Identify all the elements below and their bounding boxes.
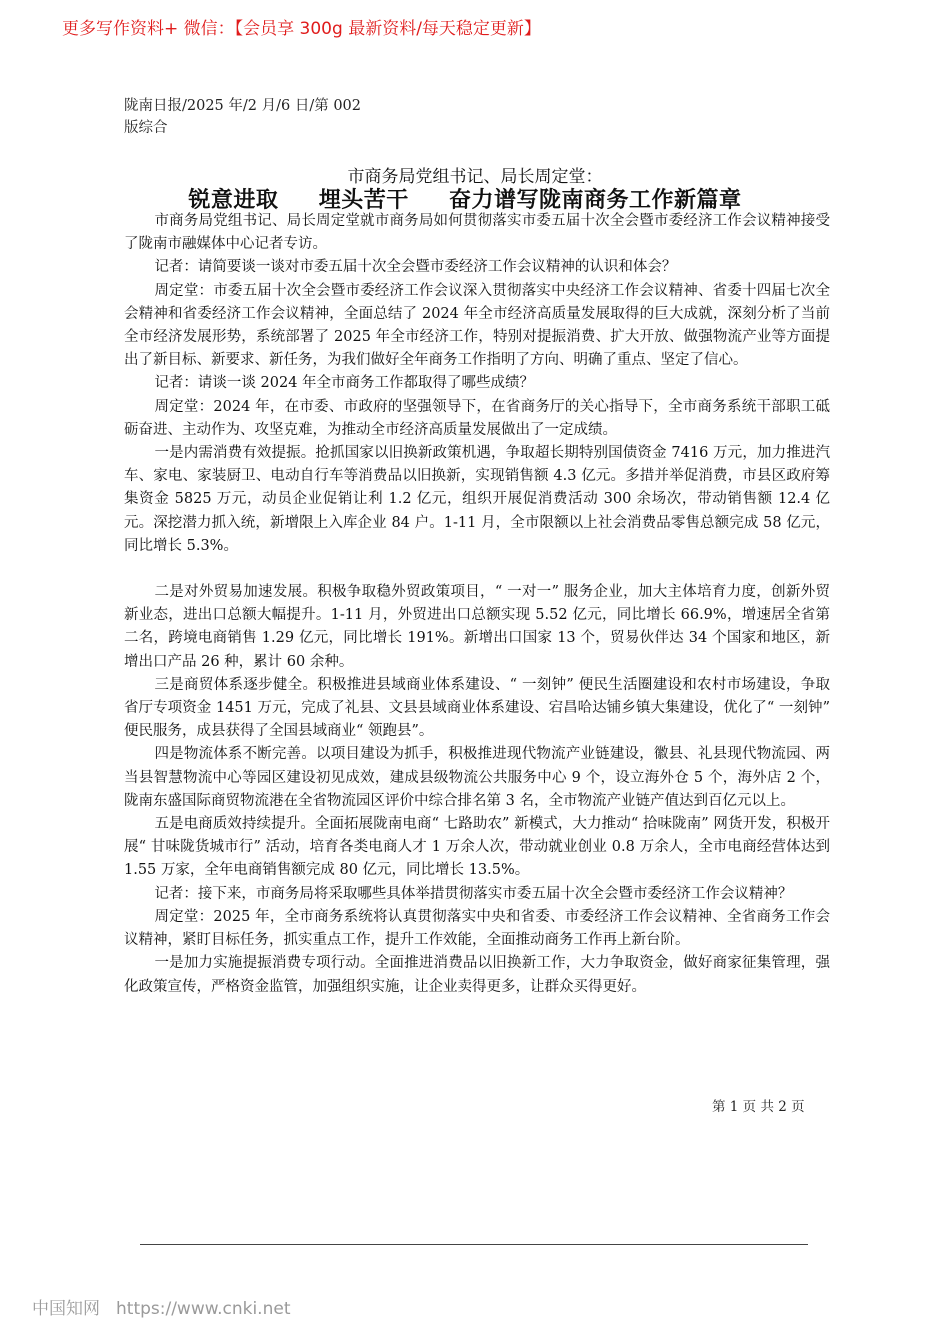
article-body xyxy=(124,210,830,999)
watermark xyxy=(32,1294,290,1319)
paragraph-question-3: 记者：接下来，市商务局将采取哪些具体举措贯彻落实市委五届十次全会暨市委经济工作会议精神？ xyxy=(154,885,793,902)
watermark-brand: 中国知网 xyxy=(32,1299,100,1319)
article-meta xyxy=(124,95,361,139)
paragraph-plan-consumption: 一是加力实施提振消费专项行动。全面推进消费品以旧换新工作，大力争取资金，做好商家征集管理，强化政策宣传，严格资金监管，加强组织实施，让企业卖得更多，让群众买得更好。 xyxy=(124,955,830,995)
footer-divider xyxy=(140,1244,808,1245)
headline-subtitle: 市商务局党组书记、局长周定堂： xyxy=(347,167,603,187)
section-label: 版综合 xyxy=(124,120,168,136)
paragraph-point-logistics: 四是物流体系不断完善。以项目建设为抓手，积极推进现代物流产业链建设，徽县、礼县现代物流园、两当县智慧物流中心等园区建设初见成效，建成县级物流公共服务中心 9 个，设立海外仓 5 个，海外店 2 个，陇南东盛国际商贸物流港在全省物流园区评价中综合排名第 3 名，全市物流产业链产值达到百亿元以上。 xyxy=(124,746,830,809)
paragraph-point-trade: 二是对外贸易加速发展。积极争取稳外贸政策项目，“ 一对一” 服务企业，加大主体培育力度，创新外贸新业态，进出口总额大幅提升。1-11 月，外贸进出口总额实现 5.52 亿元，同比增长 66.9%，增速居全省第二名，跨境电商销售 1.29 亿元，同比增长 191%。新增出口国家 13 个，贸易伙伴达 34 个国家和地区，新增出口产品 26 种，累计 60 余种。 xyxy=(124,584,830,670)
paragraph-point-consumption: 一是内需消费有效提振。抢抓国家以旧换新政策机遇，争取超长期特别国债资金 7416 万元，加力推进汽车、家电、家装厨卫、电动自行车等消费品以旧换新，实现销售额 4.3 亿元。多措并举促消费，市县区政府筹集资金 5825 万元，动员企业促销让利 1.2 亿元，组织开展促消费活动 300 余场次，带动销售额 12.4 亿元。深挖潜力抓入统，新增限上入库企业 84 户。1-11 月，全市限额以上社会消费品零售总额完成 58 亿元，同比增长 5.3%。 xyxy=(124,445,830,554)
paragraph-question-1: 记者：请简要谈一谈对市委五届十次全会暨市委经济工作会议精神的认识和体会？ xyxy=(154,259,677,276)
paragraph-intro: 市商务局党组书记、局长周定堂就市商务局如何贯彻落实市委五届十次全会暨市委经济工作会议精神接受了陇南市融媒体中心记者专访。 xyxy=(124,213,830,253)
watermark-url: https://www.cnki.net xyxy=(116,1299,291,1319)
paragraph-answer-3: 周定堂：2025 年，全市商务系统将认真贯彻落实中央和省委、市委经济工作会议精神、全省商务工作会议精神，紧盯目标任务，抓实重点工作，提升工作效能，全面推动商务工作再上新台阶。 xyxy=(124,908,830,949)
paragraph-answer-2: 周定堂：2024 年，在市委、市政府的坚强领导下，在省商务厅的关心指导下，全市商务系统干部职工砥砺奋进、主动作为、攻坚克难，为推动全市经济高质量发展做出了一定成绩。 xyxy=(124,398,830,438)
paragraph-answer-1: 周定堂：市委五届十次全会暨市委经济工作会议深入贯彻落实中央经济工作会议精神、省委十四届七次全会精神和省委经济工作会议精神，全面总结了 2024 年全市经济高质量发展取得的巨大成就，深刻分析了当前全市经济发展形势，系统部署了 2025 年全市经济工作，特别对提振消费、扩大开放、做强物流产业等方面提出了新目标、新要求、新任务，为我们做好全年商务工作指明了方向、明确了重点、坚定了信心。 xyxy=(124,282,830,369)
paragraph-question-2: 记者：请谈一谈 2024 年全市商务工作都取得了哪些成绩？ xyxy=(154,375,535,392)
page-number: 第 1 页 共 2 页 xyxy=(712,1099,805,1115)
source-line: 陇南日报/2025 年/2 月/6 日/第 002 xyxy=(124,98,362,114)
paragraph-point-commerce: 三是商贸体系逐步健全。积极推进县域商业体系建设、“ 一刻钟” 便民生活圈建设和农村市场建设，争取省厅专项资金 1451 万元，完成了礼县、文县县域商业体系建设、宕昌哈达铺乡镇大集建设，优化了“ 一刻钟” 便民服务，成县获得了全国县域商业“ 领跑县”。 xyxy=(124,676,830,740)
promo-banner: 更多写作资料+ 微信：【会员享 300g 最新资料/每天稳定更新】 xyxy=(62,19,541,39)
headline-title: 锐意进取 埋头苦干 奋力谱写陇南商务工作新篇章 xyxy=(188,188,742,213)
paragraph-point-ecommerce: 五是电商质效持续提升。全面拓展陇南电商“ 七路助农” 新模式，大力推动“ 拾味陇南” 网货开发，积极开展“ 甘味陇货城市行” 活动，培育各类电商人才 1 万余人次，带动就业创业 0.8 万余人，全市电商经营体达到 1.55 万家，全年电商销售额完成 80 亿元，同比增长 13.5%。 xyxy=(124,816,830,879)
